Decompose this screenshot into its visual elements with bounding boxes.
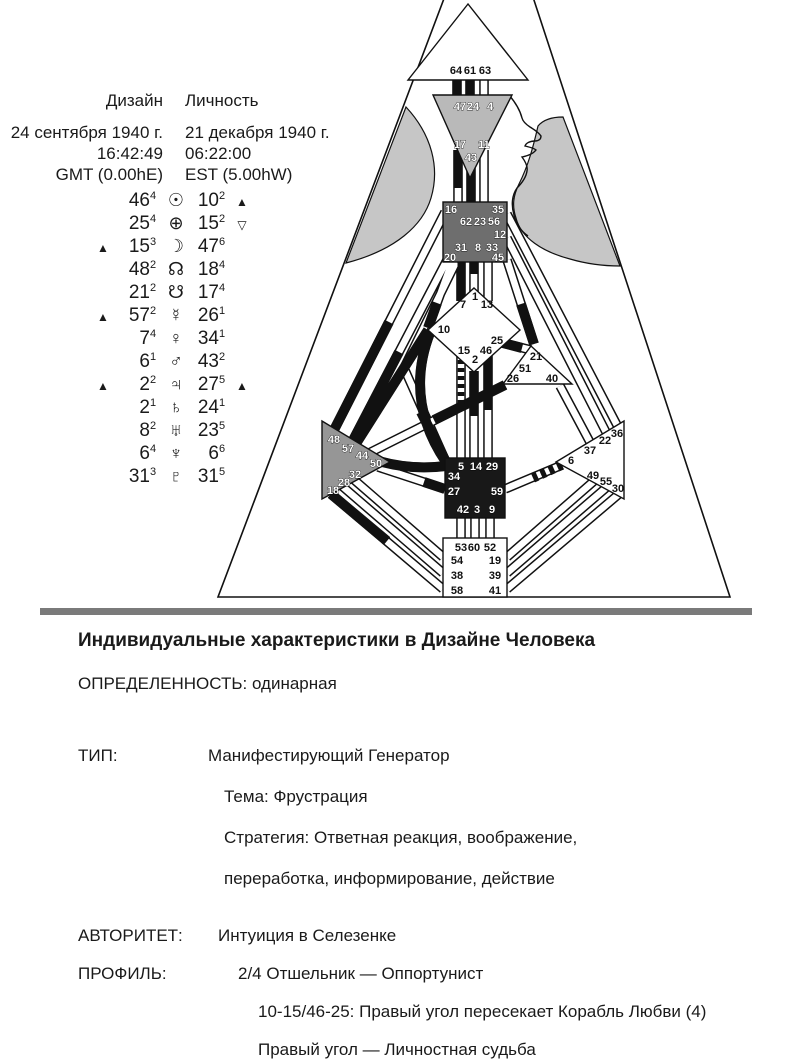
gate-37: 37: [583, 445, 597, 457]
gate-48: 48: [327, 434, 341, 446]
personality-marker: ▽: [237, 218, 247, 232]
gate-49: 49: [586, 470, 600, 482]
gate-30: 30: [611, 483, 625, 495]
gate-21: 21: [529, 351, 543, 363]
design-timezone: GMT (0.00hE): [55, 165, 163, 184]
type-theme: Тема: Фрустрация: [224, 787, 368, 806]
gate-61: 61: [463, 65, 477, 77]
planet-row-mars: 6 1 ♂ 43 2: [139, 351, 226, 372]
design-column-label: Дизайн: [105, 91, 163, 110]
gate-58: 58: [450, 585, 464, 597]
gate-7: 7: [459, 299, 467, 311]
gate-46: 46: [479, 345, 493, 357]
planet-row-jupiter: ▲ 2 2 ♃ 27 5 ▲: [0, 374, 251, 397]
gate-32: 32: [348, 469, 362, 481]
profile-label: ПРОФИЛЬ:: [78, 964, 167, 983]
gate-51: 51: [518, 363, 532, 375]
gate-52: 52: [483, 542, 497, 554]
planet-row-earth: 25 4 ⊕ 15 2 ▽: [0, 213, 251, 236]
gate-26: 26: [506, 373, 520, 385]
gate-36: 36: [610, 428, 624, 440]
design-time: 16:42:49: [96, 144, 163, 163]
jupiter-icon: ♃: [169, 374, 183, 394]
gate-59: 59: [490, 486, 504, 498]
gate-15: 15: [457, 345, 471, 357]
design-marker: ▲: [97, 379, 109, 393]
gate-23: 23: [473, 216, 487, 228]
planet-row-uranus: 8 2 ♅ 23 5: [139, 420, 226, 441]
personality-column-label: Личность: [185, 91, 259, 110]
gate-41: 41: [488, 585, 502, 597]
definition-label: ОПРЕДЕЛЕННОСТЬ:: [78, 674, 248, 693]
gate-13: 13: [480, 299, 494, 311]
type-value: Манифестирующий Генератор: [208, 746, 450, 765]
gate-31: 31: [454, 242, 468, 254]
gate-56: 56: [487, 216, 501, 228]
gate-19: 19: [488, 555, 502, 567]
gate-29: 29: [485, 461, 499, 473]
authority-value: Интуиция в Селезенке: [218, 926, 397, 945]
gate-43: 43: [464, 152, 478, 164]
gate-63: 63: [478, 65, 492, 77]
design-date: 24 сентября 1940 г.: [10, 123, 163, 142]
mars-icon: ♂: [169, 351, 183, 371]
gate-24: 24: [466, 101, 480, 113]
pluto-icon: ♇: [169, 466, 183, 486]
planet-row-pluto: 31 3 ♇ 31 5: [128, 466, 226, 487]
venus-icon: ♀: [169, 328, 183, 348]
gate-5: 5: [457, 461, 465, 473]
personality-timezone: EST (5.00hW): [185, 165, 293, 184]
gate-28: 28: [337, 477, 351, 489]
design-marker: ▲: [97, 310, 109, 324]
gate-20: 20: [443, 252, 457, 264]
gate-60: 60: [467, 542, 481, 554]
gate-12: 12: [493, 229, 507, 241]
gate-39: 39: [488, 570, 502, 582]
planet-row-venus: 7 4 ♀ 34 1: [139, 328, 226, 349]
personality-datetime: [185, 122, 385, 185]
authority-label: АВТОРИТЕТ:: [78, 926, 183, 945]
design-datetime: [0, 122, 163, 185]
gate-38: 38: [450, 570, 464, 582]
moon-icon: ☽: [167, 236, 185, 256]
gate-25: 25: [490, 335, 504, 347]
planet-row-moon: ▲ 15 3 ☽ 47 6: [0, 236, 251, 259]
gate-16: 16: [444, 204, 458, 216]
section-divider: [40, 608, 752, 615]
gate-45: 45: [491, 252, 505, 264]
gate-53: 53: [454, 542, 468, 554]
gate-33: 33: [485, 242, 499, 254]
personality-marker: ▲: [236, 379, 248, 393]
profile-angle: Правый угол — Личностная судьба: [258, 1040, 536, 1059]
mercury-icon: ☿: [169, 305, 183, 325]
gate-1: 1: [471, 291, 479, 303]
gate-42: 42: [456, 504, 470, 516]
personality-marker: ▲: [236, 195, 248, 209]
gate-50: 50: [369, 458, 383, 470]
gate-34: 34: [447, 471, 461, 483]
gate-47: 47: [453, 101, 467, 113]
gate-54: 54: [450, 555, 464, 567]
type-strategy-line1: Стратегия: Ответная реакция, воображение,: [224, 828, 578, 847]
gate-9: 9: [488, 504, 496, 516]
design-marker: ▲: [97, 241, 109, 255]
type-label: ТИП:: [78, 746, 118, 765]
gate-40: 40: [545, 373, 559, 385]
sun-icon: ☉: [167, 190, 185, 210]
gate-35: 35: [491, 204, 505, 216]
gate-3: 3: [473, 504, 481, 516]
gate-17: 17: [453, 139, 467, 151]
north-node-icon: ☊: [168, 259, 184, 279]
gate-27: 27: [447, 486, 461, 498]
type-strategy-line2: переработка, информирование, действие: [224, 869, 555, 888]
gate-22: 22: [598, 435, 612, 447]
profile-value: 2/4 Отшельник — Оппортунист: [238, 964, 484, 983]
definition-row: [78, 674, 337, 694]
planet-row-neptune: 6 4 ♆ 6 6: [139, 443, 226, 464]
page-title: Индивидуальные характеристики в Дизайне Человека: [78, 630, 596, 651]
planet-row-south-node: 21 2 ☋ 17 4: [128, 282, 226, 303]
gate-64: 64: [449, 65, 463, 77]
neptune-icon: ♆: [169, 443, 183, 463]
gate-10: 10: [437, 324, 451, 336]
earth-icon: ⊕: [168, 213, 184, 233]
definition-value: одинарная: [251, 674, 337, 693]
personality-date: 21 декабря 1940 г.: [185, 123, 330, 142]
gate-6: 6: [567, 455, 575, 467]
personality-time: 06:22:00: [185, 144, 252, 163]
planet-row-sun: 46 4 ☉ 10 2 ▲: [0, 190, 251, 213]
gate-57: 57: [341, 443, 355, 455]
gate-14: 14: [469, 461, 483, 473]
south-node-icon: ☋: [168, 282, 184, 302]
planet-row-mercury: ▲ 57 2 ☿ 26 1: [0, 305, 251, 328]
gate-4: 4: [486, 101, 494, 113]
planet-row-saturn: 2 1 ♄ 24 1: [139, 397, 226, 418]
planet-row-north-node: 48 2 ☊ 18 4: [128, 259, 226, 280]
incarnation-cross: 10-15/46-25: Правый угол пересекает Корабль Любви (4): [258, 1002, 707, 1021]
saturn-icon: ♄: [169, 397, 183, 417]
gate-44: 44: [355, 450, 369, 462]
gate-8: 8: [474, 242, 482, 254]
gate-2: 2: [471, 354, 479, 366]
uranus-icon: ♅: [169, 420, 183, 440]
gate-18: 18: [326, 485, 340, 497]
gate-62: 62: [459, 216, 473, 228]
gate-55: 55: [599, 476, 613, 488]
gate-11: 11: [478, 139, 490, 151]
